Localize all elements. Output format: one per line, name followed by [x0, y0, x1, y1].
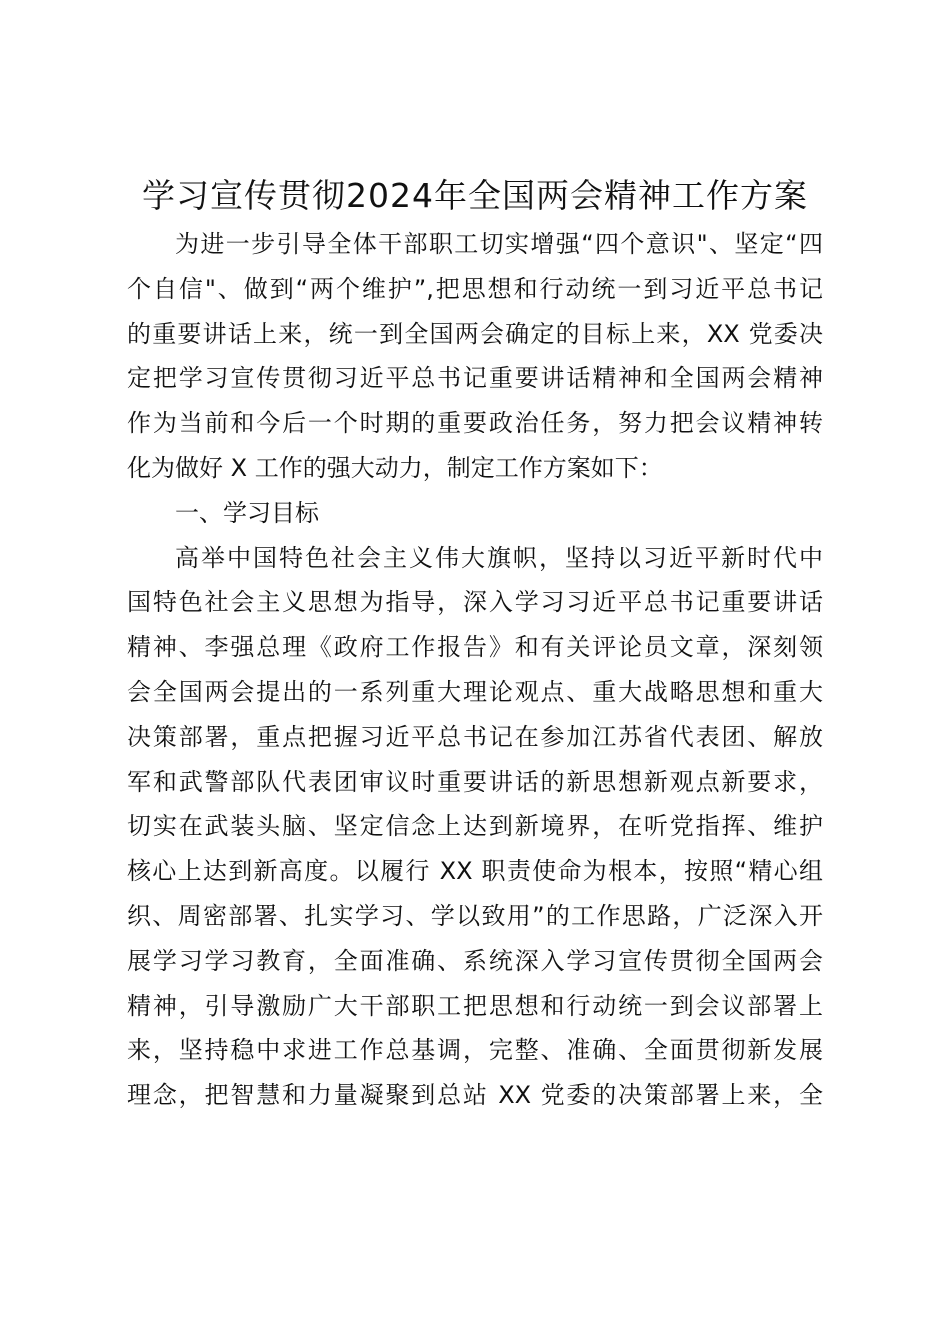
intro-paragraph [127, 222, 823, 491]
section-heading: 一、学习目标 [175, 498, 319, 527]
paragraph-line: 作为当前和今后一个时期的重要政治任务，努力把会议精神转 [127, 409, 823, 438]
paragraph-line: 个自信"、做到“两个维护”,把思想和行动统一到习近平总书记 [127, 274, 823, 303]
paragraph-line: 精神，引导激励广大干部职工把思想和行动统一到会议部署上 [127, 991, 823, 1020]
paragraph-line: 核心上达到新高度。以履行 XX 职责使命为根本，按照“精心组 [127, 857, 823, 886]
paragraph-line: 来，坚持稳中求进工作总基调，完整、准确、全面贯彻新发展 [127, 1036, 823, 1065]
paragraph-line: 决策部署，重点把握习近平总书记在参加江苏省代表团、解放 [127, 722, 823, 751]
paragraph-line: 国特色社会主义思想为指导，深入学习习近平总书记重要讲话 [127, 588, 823, 617]
paragraph-line: 切实在武装头脑、坚定信念上达到新境界，在听党指挥、维护 [127, 812, 823, 841]
document-body [127, 222, 823, 1118]
document-title: 学习宣传贯彻2024年全国两会精神工作方案 [142, 176, 808, 215]
paragraph-line: 会全国两会提出的一系列重大理论观点、重大战略思想和重大 [127, 677, 823, 706]
section1-paragraph [127, 536, 823, 1118]
paragraph-line: 高举中国特色社会主义伟大旗帜，坚持以习近平新时代中 [175, 543, 823, 572]
paragraph-line: 织、周密部署、扎实学习、学以致用”的工作思路，广泛深入开 [127, 901, 823, 930]
paragraph-line: 军和武警部队代表团审议时重要讲话的新思想新观点新要求， [127, 767, 823, 796]
paragraph-line: 化为做好 X 工作的强大动力，制定工作方案如下： [127, 453, 663, 482]
paragraph-line: 精神、李强总理《政府工作报告》和有关评论员文章，深刻领 [127, 633, 823, 662]
paragraph-line: 理念，把智慧和力量凝聚到总站 XX 党委的决策部署上来，全 [127, 1081, 823, 1110]
paragraph-line: 展学习学习教育，全面准确、系统深入学习宣传贯彻全国两会 [127, 946, 823, 975]
paragraph-line: 为进一步引导全体干部职工切实增强“四个意识"、坚定“四 [175, 230, 823, 258]
paragraph-line: 定把学习宣传贯彻习近平总书记重要讲话精神和全国两会精神 [127, 364, 823, 393]
paragraph-line: 的重要讲话上来，统一到全国两会确定的目标上来，XX 党委决 [127, 319, 823, 348]
